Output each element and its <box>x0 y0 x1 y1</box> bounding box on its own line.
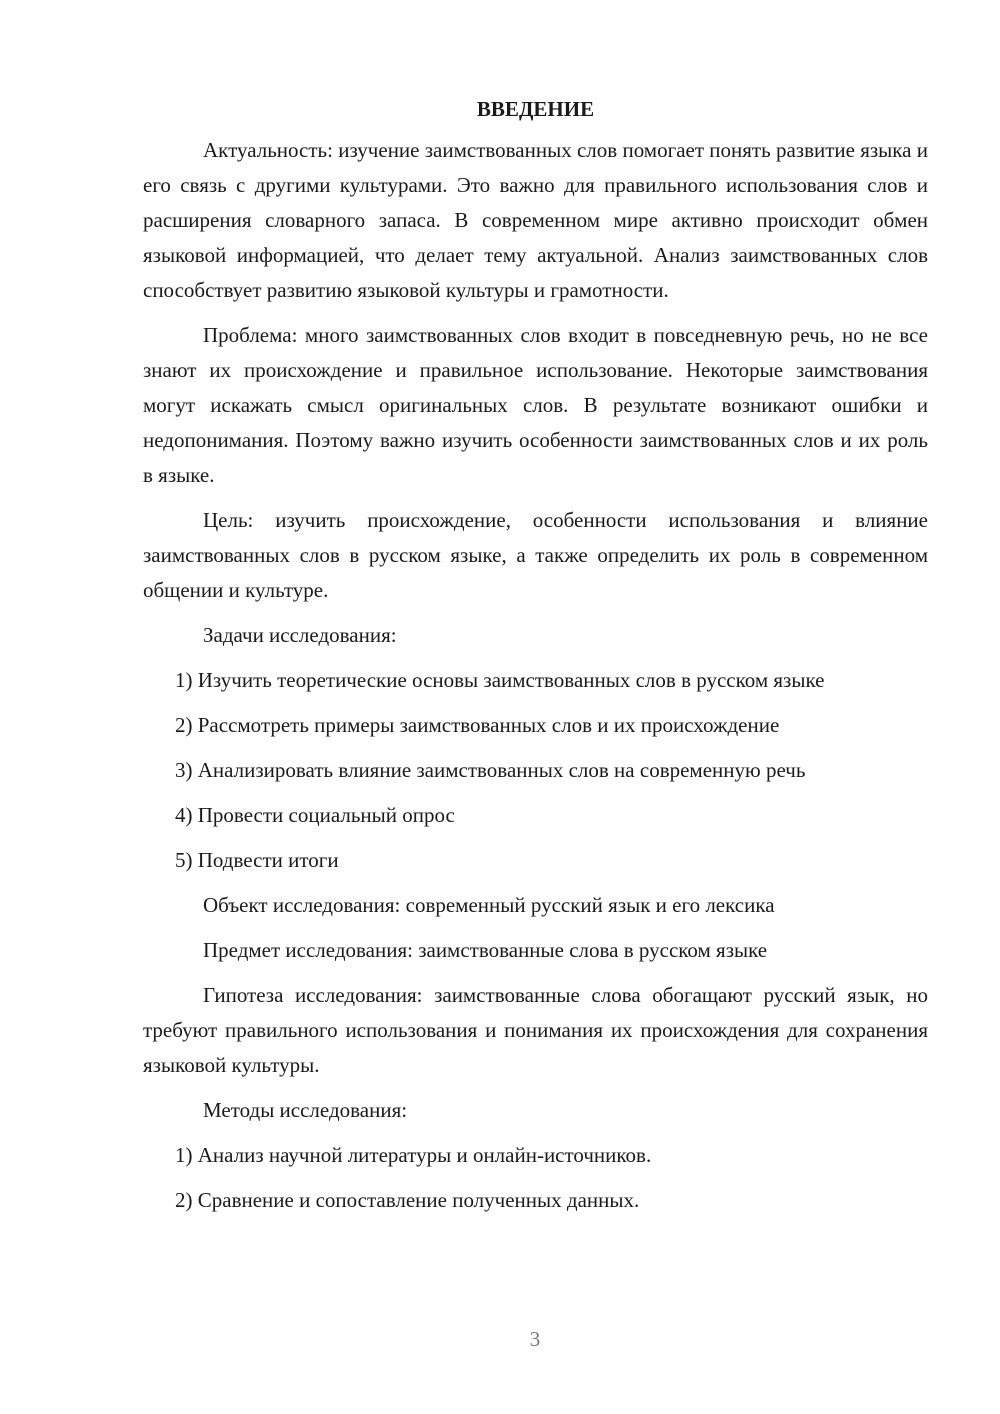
relevance-paragraph: Актуальность: изучение заимствованных слов помогает понять развитие языка и его связь с другими культурами. Это важно для правильного использования слов и расширения словарного запаса. В современном мире активно происходит обмен языковой информацией, что делает тему актуальной. Анализ заимствованных слов способствует развитию языковой культуры и грамотности. <box>143 138 928 302</box>
document-page <box>143 92 928 1228</box>
list-item: 4) Провести социальный опрос <box>175 803 455 827</box>
list-item: 1) Анализ научной литературы и онлайн-источников. <box>175 1143 652 1167</box>
section-title: ВВЕДЕНИЕ <box>476 97 595 121</box>
methods-heading: Методы исследования: <box>203 1098 408 1122</box>
list-item: 2) Рассмотреть примеры заимствованных слов и их происхождение <box>175 713 780 737</box>
tasks-list <box>143 663 928 878</box>
subject-paragraph: Предмет исследования: заимствованные слова в русском языке <box>203 938 768 962</box>
page-number: 3 <box>529 1327 541 1351</box>
problem-paragraph: Проблема: много заимствованных слов входит в повседневную речь, но не все знают их происхождение и правильное использование. Некоторые заимствования могут искажать смысл оригинальных слов. В результате возникают ошибки и недопонимания. Поэтому важно изучить особенности заимствованных слов и их роль в языке. <box>143 323 928 487</box>
hypothesis-paragraph: Гипотеза исследования: заимствованные слова обогащают русский язык, но требуют правильного использования и понимания их происхождения для сохранения языковой культуры. <box>143 983 928 1077</box>
list-item: 2) Сравнение и сопоставление полученных данных. <box>175 1188 640 1212</box>
goal-paragraph: Цель: изучить происхождение, особенности использования и влияние заимствованных слов в русском языке, а также определить их роль в современном общении и культуре. <box>143 508 928 602</box>
list-item: 5) Подвести итоги <box>175 848 339 872</box>
list-item: 1) Изучить теоретические основы заимствованных слов в русском языке <box>175 668 825 692</box>
tasks-heading: Задачи исследования: <box>203 623 397 647</box>
object-paragraph: Объект исследования: современный русский язык и его лексика <box>203 893 775 917</box>
list-item: 3) Анализировать влияние заимствованных слов на современную речь <box>175 758 806 782</box>
methods-list <box>143 1138 928 1218</box>
